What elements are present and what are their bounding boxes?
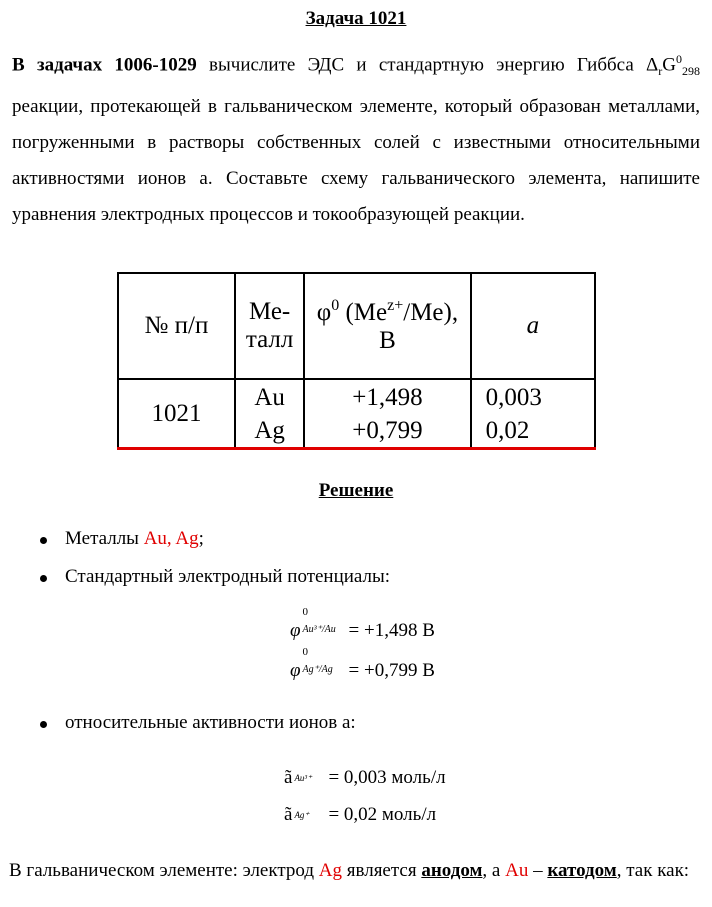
c-cathode: катодом: [547, 860, 617, 881]
b1-text: Металлы: [65, 528, 144, 549]
bullet-dot: [40, 575, 47, 582]
a-supsub: [292, 761, 328, 791]
problem-lead: В задачах 1006-1029: [12, 54, 197, 76]
formula-phi-ag: [290, 646, 435, 684]
data-table: [117, 272, 596, 450]
cell-metal-2: Ag: [254, 416, 285, 444]
formula-a-ag: [284, 798, 436, 828]
a-sym: ã: [284, 804, 293, 825]
c-au: Au: [505, 860, 529, 881]
a-au-value: = 0,003 моль/л: [328, 767, 446, 788]
sup-0: 0: [676, 52, 682, 66]
b1-red: Au, Ag: [143, 528, 199, 549]
header-num: № п/п: [118, 273, 235, 379]
c-t2: является: [342, 860, 422, 881]
conclusion-text: [9, 853, 709, 889]
cell-metals: [235, 379, 304, 449]
bullet-text: Стандартный электродный потенциалы:: [65, 566, 391, 587]
a-sym: ã: [284, 767, 293, 788]
problem-statement: [12, 41, 700, 233]
header-metal-line2: талл: [245, 326, 294, 353]
bullet-text: [65, 528, 204, 550]
c-ag: Ag: [318, 860, 342, 881]
phi-ag-value: = +0,799 В: [348, 660, 435, 681]
cell-metal-1: Au: [254, 383, 285, 411]
g-letter: G: [662, 54, 676, 76]
phi-sym: φ: [290, 620, 301, 641]
cell-num: 1021: [118, 379, 235, 449]
header-activity: [471, 273, 595, 379]
formula-a-au: [284, 761, 446, 791]
phi-rest-a: (Me: [339, 299, 388, 326]
problem-title: Задача 1021: [305, 8, 407, 29]
table-header-row: [118, 273, 595, 379]
bullet-dot: [40, 721, 47, 728]
header-potential: [304, 273, 470, 379]
cell-potentials: [304, 379, 470, 449]
sub-298: 298: [682, 64, 700, 79]
a-sub-au: Au³⁺: [294, 773, 312, 783]
bullet-text: относительные активности ионов а:: [65, 712, 356, 733]
cell-activities: [471, 379, 595, 449]
phi-symbol: φ: [316, 299, 332, 326]
problem-text-1: вычислите ЭДС и стандартную энергию Гиббса Δ: [196, 54, 659, 76]
phi-sup-f: 0: [302, 606, 309, 618]
c-anode: анодом: [421, 860, 483, 881]
phi-supsub: [301, 646, 349, 684]
cell-a-1: 0,003: [485, 383, 542, 411]
solution-heading: Решение: [318, 480, 394, 501]
c-t4: –: [528, 860, 548, 881]
phi-sup: 0: [331, 297, 340, 314]
phi-sup-f: 0: [302, 646, 309, 658]
phi-sub-ag: Ag⁺/Ag: [302, 664, 333, 675]
sub-r: r: [658, 64, 663, 79]
cell-phi-1: +1,498: [352, 383, 423, 411]
header-metal: [235, 273, 304, 379]
table-row: [118, 379, 595, 449]
phi-sub-au: Au³⁺/Au: [302, 624, 336, 635]
phi-supsub: [301, 606, 349, 644]
cell-phi-2: +0,799: [352, 416, 423, 444]
phi-unit: В: [379, 327, 396, 354]
a-ag-value: = 0,02 моль/л: [328, 804, 437, 825]
a-supsub: [292, 798, 328, 828]
c-t1: В гальваническом элементе: электрод: [9, 860, 319, 881]
cell-a-2: 0,02: [485, 416, 530, 444]
bullet-dot: [40, 537, 47, 544]
phi-rest-b: /Me),: [403, 299, 459, 326]
c-t3: , а: [482, 860, 506, 881]
header-metal-line1: Ме-: [248, 298, 291, 325]
phi-au-value: = +1,498 В: [348, 620, 435, 641]
header-a: a: [526, 312, 540, 339]
c-t5: , так как:: [616, 860, 690, 881]
phi-sym: φ: [290, 660, 301, 681]
phi-rest-sup: z+: [387, 297, 404, 314]
problem-text-2: реакции, протекающей в гальваническом элементе, который образован металлами, погруженными в растворы собственных солей с известными относительными активностями ионов a. Составьте схему гальванического элемента, напишите уравнения электродных процессов и токообразующей реакции.: [12, 96, 700, 226]
formula-phi-au: [290, 606, 435, 644]
a-sub-ag: Ag⁺: [294, 810, 310, 820]
b1-end: ;: [198, 528, 204, 549]
